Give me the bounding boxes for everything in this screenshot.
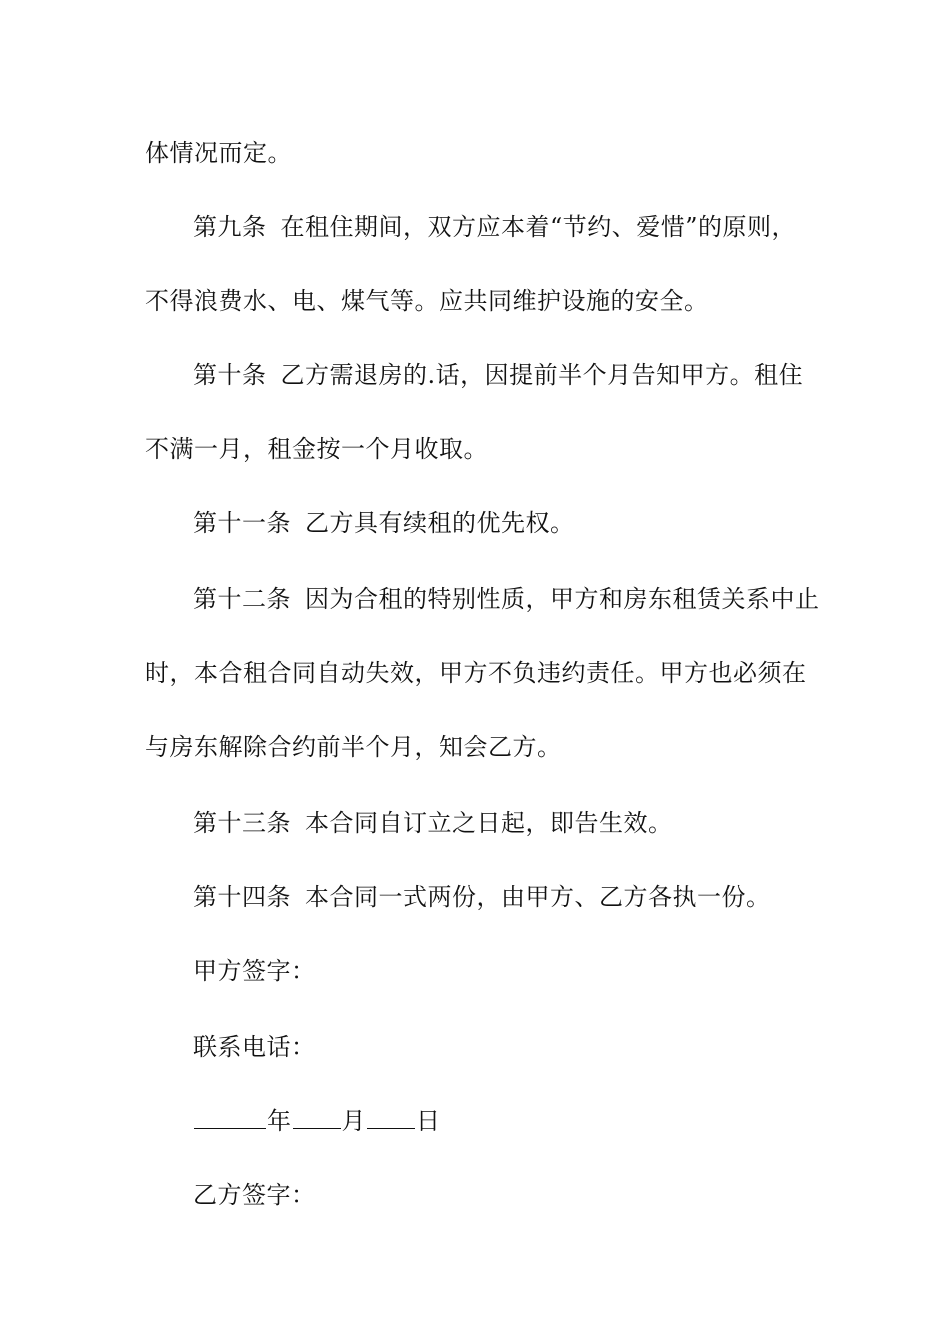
line-text: 不满一月，租金按一个月收取。: [145, 435, 488, 463]
line-text: 与房东解除合约前半个月，知会乙方。: [145, 733, 562, 761]
article-number: 第十二条: [193, 585, 291, 613]
line-text: 联系电话：: [193, 1033, 316, 1061]
line-text: 时，本合租合同自动失效，甲方不负违约责任。甲方也必须在: [145, 659, 807, 687]
article-10-line-2: [145, 434, 815, 464]
day-label: 日: [416, 1107, 441, 1135]
contact-phone-label: [193, 1032, 815, 1062]
article-text: 在租住期间，双方应本着“节约、爱惜”的原则，: [280, 213, 797, 241]
article-number: 第十四条: [193, 883, 291, 911]
month-label: 月: [341, 1107, 366, 1135]
party-b-signature-label: [193, 1180, 815, 1210]
month-blank[interactable]: [293, 1106, 341, 1129]
article-text: 乙方具有续租的优先权。: [305, 509, 575, 537]
article-14-line: [193, 882, 815, 912]
article-9-line-2: [145, 286, 815, 316]
year-blank[interactable]: [194, 1106, 266, 1129]
article-12-line-3: [145, 732, 815, 762]
article-number: 第九条: [193, 213, 267, 241]
article-12-line-1: [193, 584, 820, 614]
article-11-line: [193, 508, 815, 538]
article-9-line-1: [193, 212, 815, 242]
year-label: 年: [267, 1107, 292, 1135]
article-text: 因为合租的特别性质，甲方和房东租赁关系中止: [305, 585, 820, 613]
article-number: 第十三条: [193, 809, 291, 837]
article-13-line: [193, 808, 815, 838]
article-text: 乙方需退房的.话，因提前半个月告知甲方。租住: [280, 361, 804, 389]
line-text: 甲方签字：: [193, 957, 316, 985]
article-text: 本合同一式两份，由甲方、乙方各执一份。: [305, 883, 771, 911]
day-blank[interactable]: [367, 1106, 415, 1129]
line-text: 乙方签字：: [193, 1181, 316, 1209]
line-text: 不得浪费水、电、煤气等。应共同维护设施的安全。: [145, 287, 709, 315]
line-text: 体情况而定。: [145, 139, 292, 167]
date-line: [193, 1106, 815, 1136]
article-12-line-2: [145, 658, 815, 688]
party-a-signature-label: [193, 956, 815, 986]
article-number: 第十一条: [193, 509, 291, 537]
article-text: 本合同自订立之日起，即告生效。: [305, 809, 673, 837]
article-number: 第十条: [193, 361, 267, 389]
article-10-line-1: [193, 360, 815, 390]
paragraph-line: [145, 138, 815, 168]
